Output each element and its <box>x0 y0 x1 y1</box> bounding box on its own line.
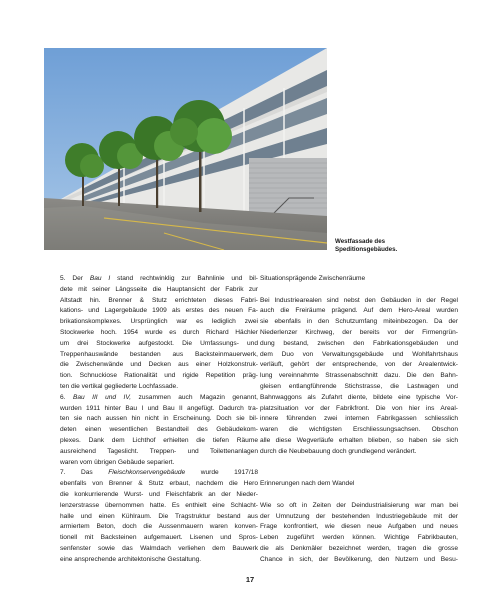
text-line: die Zwischenwände und Decken aus einer Holzkonstruk- <box>60 361 258 369</box>
text-line: dete mit seiner Längsseite die Hauptansicht der Fabrik zur <box>60 285 258 293</box>
building-name: Bau I <box>89 275 111 282</box>
text-line: dem Duo von Verwaltungsgebäude und Wohlfahrtshaus <box>260 350 458 358</box>
text-line: Frage konfrontiert, wie diesen neue Aufgaben und neues <box>260 523 458 531</box>
text-run: 5. Der <box>60 275 90 282</box>
text-line: senfenster sowie das Walmdach verliehen dem Bauwerk <box>60 544 258 552</box>
text-line: ten sie nach aussen hin nicht in Erscheinung. Doch sie bil- <box>60 415 258 423</box>
text-line: der Umnutzung der bestehenden Industriegebäude mit der <box>260 512 458 520</box>
text-line: die konkurrierende Wurst- und Fleischfabrik an der Nieder- <box>60 490 258 498</box>
text-line: armiertem Beton, doch die Aussenmauern waren konven- <box>60 523 258 531</box>
caption-line: Westfassade des <box>335 238 386 245</box>
paragraph-spacer <box>260 490 458 501</box>
text-line <box>60 274 258 285</box>
text-line: innere führenden zwei internen Fabrikgassen schliesslich <box>260 415 458 423</box>
paragraph-erinnerungen <box>260 501 458 566</box>
text-run: 6. <box>60 393 73 401</box>
text-run: wurde 1917/18 <box>185 469 258 477</box>
paragraph-bau-1 <box>60 274 258 393</box>
text-run: zusammen auch Magazin genannt, <box>131 393 258 401</box>
paragraph-bau-3-4 <box>60 393 258 469</box>
paragraph-spacer <box>260 468 458 479</box>
text-line: Wie so oft in Zeiten der Deindustrialisierung war man bei <box>260 501 458 509</box>
text-line: auch die Freiräume prägend. Auf dem Hero-Areal wurden <box>260 307 458 315</box>
paragraph-fleischkonservengebaeude <box>60 468 258 565</box>
text-line: tion. Schnuckiose Rationalität und rigide Repetition präg- <box>60 372 258 380</box>
right-text-column <box>260 274 458 566</box>
text-line: gleisen entlangführende Stichstrasse, die Lastwagen und <box>260 382 458 390</box>
text-line: durch die Neubebauung doch grundlegend verändert. <box>260 447 417 455</box>
text-line: Leben zugeführt werden können. Wichtige Fabrikbauten, <box>260 534 458 542</box>
text-line: die als Denkmäler bezeichnet werden, tragen die grosse <box>260 544 458 552</box>
building-name: Fleischkonservengebäude <box>108 469 186 477</box>
text-line: tionell mit Backsteinen aufgemauert. Lisenen und Spros- <box>60 534 258 542</box>
text-line: ebenfalls von Brenner & Stutz erbaut, nachdem die Hero <box>60 480 258 488</box>
text-line: Bahnwaggons als Zufahrt diente, bildete eine typische Vor- <box>260 393 458 401</box>
section-heading: Situationsprägende Zwischenräume <box>260 275 366 282</box>
page-number: 17 <box>245 575 255 584</box>
text-line: kations- und Lagergebäude 1909 als erstes des neuen Fa- <box>60 307 258 315</box>
section-heading: Erinnerungen nach dem Wandel <box>260 480 355 488</box>
text-line: ausreichend Tageslicht. Treppen- und Toilettenanlagen <box>60 447 258 455</box>
text-line: dung bestand, zwischen den Fabrikationsgebäuden und <box>260 339 458 347</box>
paragraph-zwischenraeume <box>260 296 458 458</box>
text-line: eine ansprechende architektonische Gestaltung. <box>60 555 202 563</box>
text-run: stand rechtwinklig zur Bahnlinie und bil- <box>110 275 258 282</box>
text-line: waren vom übrigen Gebäude separiert. <box>60 458 175 466</box>
text-line: plexes. Dank dem Lichthof erhielten die tiefen Räume <box>60 436 258 444</box>
text-line: brikationskomplexes. Ursprünglich war es lediglich zwei <box>60 318 258 326</box>
text-line: waren die wichtigsten Erschliessungsachsen. Obschon <box>260 426 458 434</box>
text-line: um drei Stockwerke aufgestockt. Die Umfassungs- und <box>60 339 258 347</box>
text-line: wurden 1911 hinter Bau I und Bau II angefügt. Dadurch tra- <box>60 404 258 412</box>
paragraph-spacer <box>260 285 458 296</box>
text-line: Stockwerke hoch. 1954 wurde es durch Richard Hächler <box>60 328 258 336</box>
text-line: lenzerstrasse übernommen hatte. Es enthielt eine Schlacht- <box>60 501 258 509</box>
paragraph-spacer <box>260 458 458 469</box>
text-line: Chance in sich, der Bevölkerung, den Nutzern und Besu- <box>260 555 458 563</box>
text-line: Bei Industriearealen sind nebst den Gebäuden in der Regel <box>260 296 458 304</box>
text-line: verläuft, gehört der entsprechende, von der Arealentwick- <box>260 361 458 369</box>
caption-line: Speditionsgebäudes. <box>335 245 398 253</box>
text-line: Altstadt hin. Brenner & Stutz errichteten dieses Fabri- <box>60 296 258 304</box>
text-line: Treppenhauswände bestanden aus Backsteinmauerwerk, <box>60 350 258 358</box>
building-name: Bau III und IV, <box>72 393 132 401</box>
text-line: Niederlenzer Kirchweg, der bereits vor der Firmengrün- <box>260 328 458 336</box>
building-photo <box>44 48 327 250</box>
text-line: halle und einen Kühlraum. Die Tragstruktur bestand aus <box>60 512 258 520</box>
photo-caption <box>335 238 455 253</box>
text-line: sie ebenfalls in den Schutzumfang miteinbezogen. Da der <box>260 318 458 326</box>
text-line: lung vereinnahmte Strassenabschnitt dazu. Die den Bahn- <box>260 372 458 380</box>
text-line <box>60 393 258 404</box>
text-line: platzsituation vor der Fabrikfront. Die von hier ins Areal- <box>260 404 458 412</box>
text-run: 7. Das <box>60 469 109 477</box>
text-line: ten die vertikal gegliederte Lochfassade. <box>60 382 179 390</box>
left-text-column <box>60 274 258 566</box>
text-line <box>60 468 258 479</box>
text-line: deten einen wesentlichen Bestandteil des Gebäudekom- <box>60 426 258 434</box>
text-line: alle diese Wegverläufe erhalten blieben, so haben sie sich <box>260 436 458 444</box>
